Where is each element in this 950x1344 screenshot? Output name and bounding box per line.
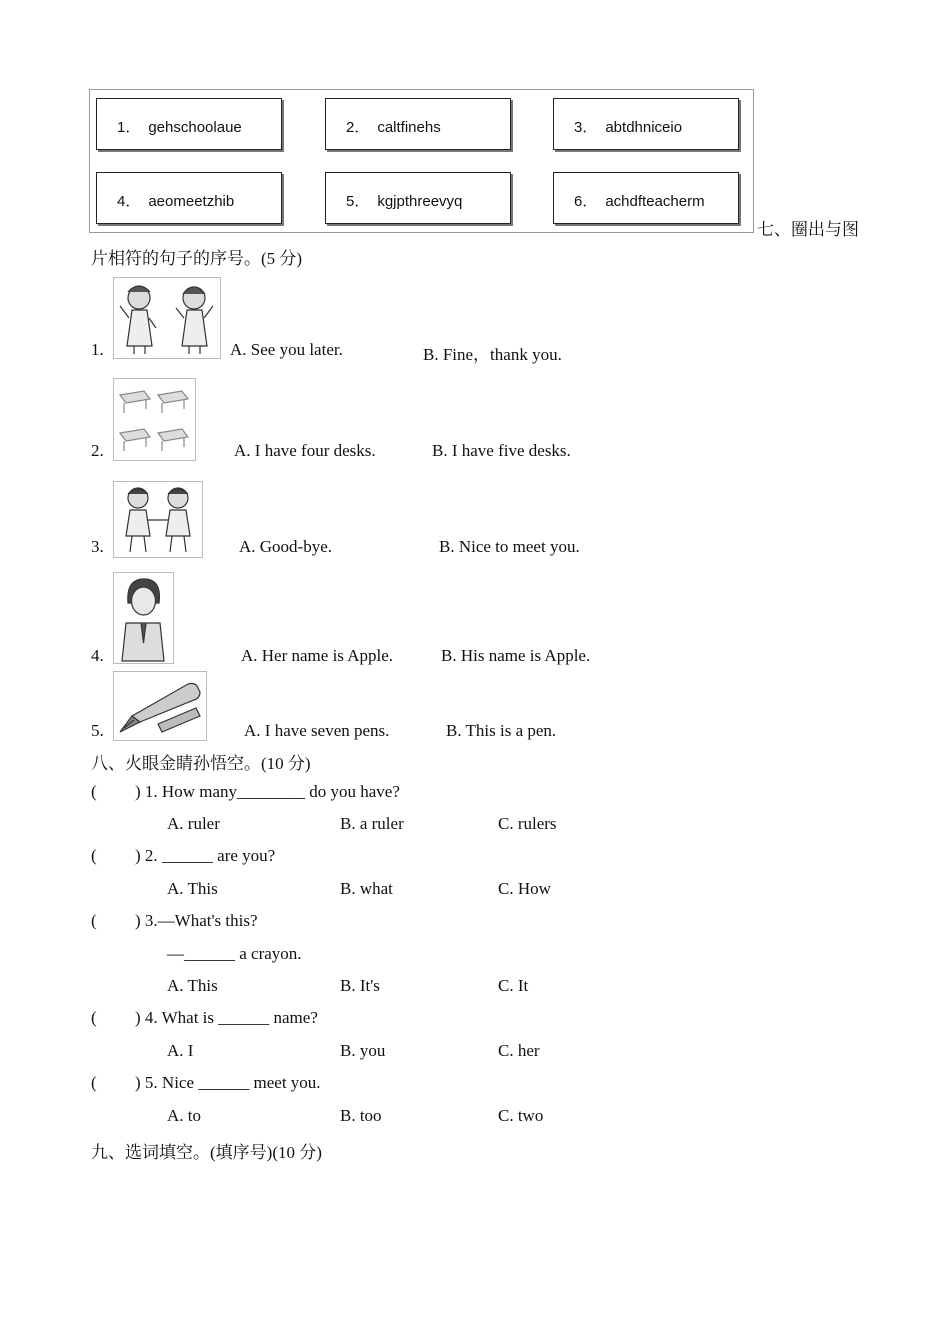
answer-paren[interactable]: ( [91,1008,97,1027]
word-box-6 [553,172,739,224]
option-a[interactable]: A. I have seven pens. [244,721,390,740]
word-box-letters: abtdhniceio [605,119,683,136]
word-box-5 [325,172,511,224]
option-a[interactable]: A. Her name is Apple. [241,646,394,665]
two-girls-greeting-picture [113,277,221,359]
choice-c: C. It [498,976,529,995]
choice-a: A. This [167,879,218,898]
option-a[interactable]: A. Good-bye. [239,537,333,556]
option-b[interactable]: B. His name is Apple. [441,646,591,665]
word-box-number: 6． [574,193,598,210]
word-box-2 [325,98,511,150]
question-stem: ) 2. ______ are you? [135,846,276,865]
word-box-number: 5． [346,193,370,210]
question-stem: ) 3.—What's this? [135,911,258,930]
choice-c: C. How [498,879,551,898]
option-a[interactable]: A. See you later. [230,340,343,359]
choice-a: A. This [167,976,218,995]
question-stem: ) 4. What is ______ name? [135,1008,318,1027]
word-box-letters: gehschoolaue [148,119,242,136]
word-box-number: 2． [346,119,370,136]
answer-paren[interactable]: ( [91,911,97,930]
option-b[interactable]: B. Nice to meet you. [439,537,580,556]
item-number: 3. [91,537,104,556]
answer-paren[interactable]: ( [91,782,97,801]
word-box-letters: kgjpthreevyq [377,193,463,210]
option-b[interactable]: B. Fine，thank you. [423,345,562,364]
item-number: 4. [91,646,104,665]
two-girls-holding-hands-picture [113,481,203,558]
word-box-1 [96,98,282,150]
choice-b: B. a ruler [340,814,404,833]
choice-c: C. rulers [498,814,557,833]
item-number: 1. [91,340,104,359]
four-desks-picture [113,378,196,461]
section-7-title-part1: 七、圈出与图 [757,220,859,239]
option-a[interactable]: A. I have four desks. [234,441,376,460]
item-number: 2. [91,441,104,460]
section-8-title: 八、火眼金睛孙悟空。(10 分) [91,754,311,773]
question-stem: ) 1. How many________ do you have? [135,782,400,801]
answer-paren[interactable]: ( [91,1073,97,1092]
question-stem: ) 5. Nice ______ meet you. [135,1073,321,1092]
option-b[interactable]: B. I have five desks. [432,441,571,460]
choice-b: B. you [340,1041,386,1060]
choice-c: C. two [498,1106,544,1125]
word-box-letters: achdfteacherm [605,193,705,210]
choice-a: A. to [167,1106,201,1125]
choice-b: B. what [340,879,393,898]
word-box-number: 1． [117,119,141,136]
item-number: 5. [91,721,104,740]
girl-portrait-picture [113,572,174,664]
word-box-letters: caltfinehs [377,119,441,136]
word-search-grid [89,89,754,233]
choice-b: B. too [340,1106,382,1125]
choice-a: A. I [167,1041,194,1060]
answer-paren[interactable]: ( [91,846,97,865]
question-stem-line2: —______ a crayon. [167,944,302,963]
word-box-number: 3． [574,119,598,136]
section-7-title-part2: 片相符的句子的序号。(5 分) [91,249,303,268]
fountain-pen-picture [113,671,207,741]
choice-c: C. her [498,1041,540,1060]
word-box-4 [96,172,282,224]
option-b[interactable]: B. This is a pen. [446,721,557,740]
word-box-letters: aeomeetzhib [148,193,235,210]
choice-a: A. ruler [167,814,220,833]
word-box-number: 4． [117,193,141,210]
word-box-3 [553,98,739,150]
section-9-title: 九、选词填空。(填序号)(10 分) [91,1143,322,1162]
choice-b: B. It's [340,976,380,995]
